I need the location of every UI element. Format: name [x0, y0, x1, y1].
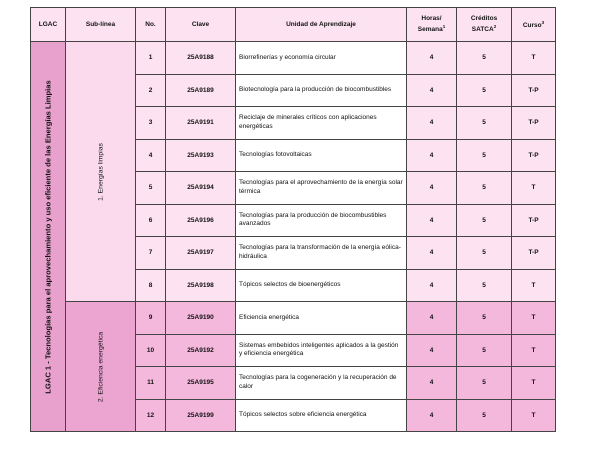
row-no: 3	[136, 107, 166, 140]
row-creditos: 5	[457, 334, 512, 367]
header-curso-footnote: 3	[541, 19, 545, 25]
row-unidad: Eficiencia energética	[236, 302, 407, 335]
table-body	[31, 42, 556, 432]
row-horas: 4	[407, 204, 457, 237]
row-horas: 4	[407, 139, 457, 172]
row-curso: T	[512, 302, 556, 335]
row-no: 7	[136, 237, 166, 270]
row-unidad: Biotecnología para la producción de biocombustibles	[236, 74, 407, 107]
row-creditos: 5	[457, 172, 512, 205]
row-no: 4	[136, 139, 166, 172]
row-creditos: 5	[457, 302, 512, 335]
row-clave: 25A9189	[166, 74, 236, 107]
row-unidad: Tecnologías para la producción de biocombustibles avanzados	[236, 204, 407, 237]
row-curso: T	[512, 269, 556, 302]
row-horas: 4	[407, 269, 457, 302]
row-unidad: Tópicos selectos de bioenergéticos	[236, 269, 407, 302]
row-creditos: 5	[457, 204, 512, 237]
row-no: 5	[136, 172, 166, 205]
subline-cell-1	[66, 42, 136, 302]
row-horas: 4	[407, 107, 457, 140]
table-row	[31, 42, 556, 75]
row-clave: 25A9199	[166, 399, 236, 432]
row-creditos: 5	[457, 269, 512, 302]
row-horas: 4	[407, 172, 457, 205]
row-creditos: 5	[457, 139, 512, 172]
course-table	[30, 7, 556, 432]
row-unidad: Tecnologías fotovoltaicas	[236, 139, 407, 172]
row-no: 9	[136, 302, 166, 335]
lgac-label: LGAC 1 - Tecnologías para el aprovechamiento y uso eficiente de las Energías Limpias	[43, 79, 53, 394]
header-creditos-footnote: 2	[493, 23, 497, 29]
row-creditos: 5	[457, 399, 512, 432]
row-unidad: Tecnologías para el aprovechamiento de la energía solar térmica	[236, 172, 407, 205]
subline-cell-2	[66, 302, 136, 432]
row-no: 1	[136, 42, 166, 75]
row-clave: 25A9197	[166, 237, 236, 270]
lgac-cell	[31, 42, 66, 432]
row-creditos: 5	[457, 237, 512, 270]
header-lgac: LGAC	[31, 8, 66, 42]
header-horas-line1: Horas/	[421, 14, 442, 22]
row-horas: 4	[407, 74, 457, 107]
row-horas: 4	[407, 399, 457, 432]
cut-off-heading-text	[60, 0, 300, 5]
header-unidad: Unidad de Aprendizaje	[236, 8, 407, 42]
row-unidad: Tópicos selectos sobre eficiencia energética	[236, 399, 407, 432]
header-curso-label: Curso	[522, 22, 542, 30]
row-no: 6	[136, 204, 166, 237]
row-creditos: 5	[457, 107, 512, 140]
row-curso: T	[512, 367, 556, 400]
row-curso: T-P	[512, 139, 556, 172]
cut-off-heading	[60, 0, 300, 6]
row-curso: T	[512, 172, 556, 205]
header-horas-line2: Semana	[417, 26, 443, 34]
row-clave: 25A9192	[166, 334, 236, 367]
row-clave: 25A9196	[166, 204, 236, 237]
row-clave: 25A9191	[166, 107, 236, 140]
row-clave: 25A9198	[166, 269, 236, 302]
row-horas: 4	[407, 302, 457, 335]
row-curso: T	[512, 399, 556, 432]
row-curso: T	[512, 42, 556, 75]
row-no: 8	[136, 269, 166, 302]
subline-label-2: 2. Eficiencia energética	[97, 331, 104, 402]
row-curso: T-P	[512, 107, 556, 140]
row-clave: 25A9195	[166, 367, 236, 400]
row-unidad: Biorrefinerías y economía circular	[236, 42, 407, 75]
row-unidad: Reciclaje de minerales críticos con aplicaciones energéticas	[236, 107, 407, 140]
row-horas: 4	[407, 42, 457, 75]
header-clave: Clave	[166, 8, 236, 42]
header-creditos-line1: Créditos	[470, 14, 498, 22]
row-clave: 25A9190	[166, 302, 236, 335]
header-no: No.	[136, 8, 166, 42]
table-header	[31, 8, 556, 42]
header-horas	[407, 8, 457, 42]
row-creditos: 5	[457, 367, 512, 400]
row-horas: 4	[407, 237, 457, 270]
row-horas: 4	[407, 367, 457, 400]
header-subline: Sub-línea	[66, 8, 136, 42]
row-curso: T-P	[512, 237, 556, 270]
row-no: 11	[136, 367, 166, 400]
row-unidad: Tecnologías para la cogeneración y la recuperación de calor	[236, 367, 407, 400]
table-row	[31, 302, 556, 335]
row-horas: 4	[407, 334, 457, 367]
row-unidad: Sistemas embebidos inteligentes aplicados a la gestión y eficiencia energética	[236, 334, 407, 367]
header-horas-footnote: 1	[442, 23, 446, 29]
subline-label-1: 1. Energías limpias	[97, 142, 104, 201]
row-clave: 25A9194	[166, 172, 236, 205]
header-creditos-line2: SATCA	[471, 26, 494, 34]
header-creditos	[457, 8, 512, 42]
row-clave: 25A9188	[166, 42, 236, 75]
row-creditos: 5	[457, 42, 512, 75]
row-no: 2	[136, 74, 166, 107]
header-curso	[512, 8, 556, 42]
row-creditos: 5	[457, 74, 512, 107]
row-curso: T	[512, 334, 556, 367]
row-clave: 25A9193	[166, 139, 236, 172]
row-no: 12	[136, 399, 166, 432]
row-no: 10	[136, 334, 166, 367]
row-unidad: Tecnologías para la transformación de la energía eólica-hidráulica	[236, 237, 407, 270]
row-curso: T-P	[512, 74, 556, 107]
row-curso: T-P	[512, 204, 556, 237]
